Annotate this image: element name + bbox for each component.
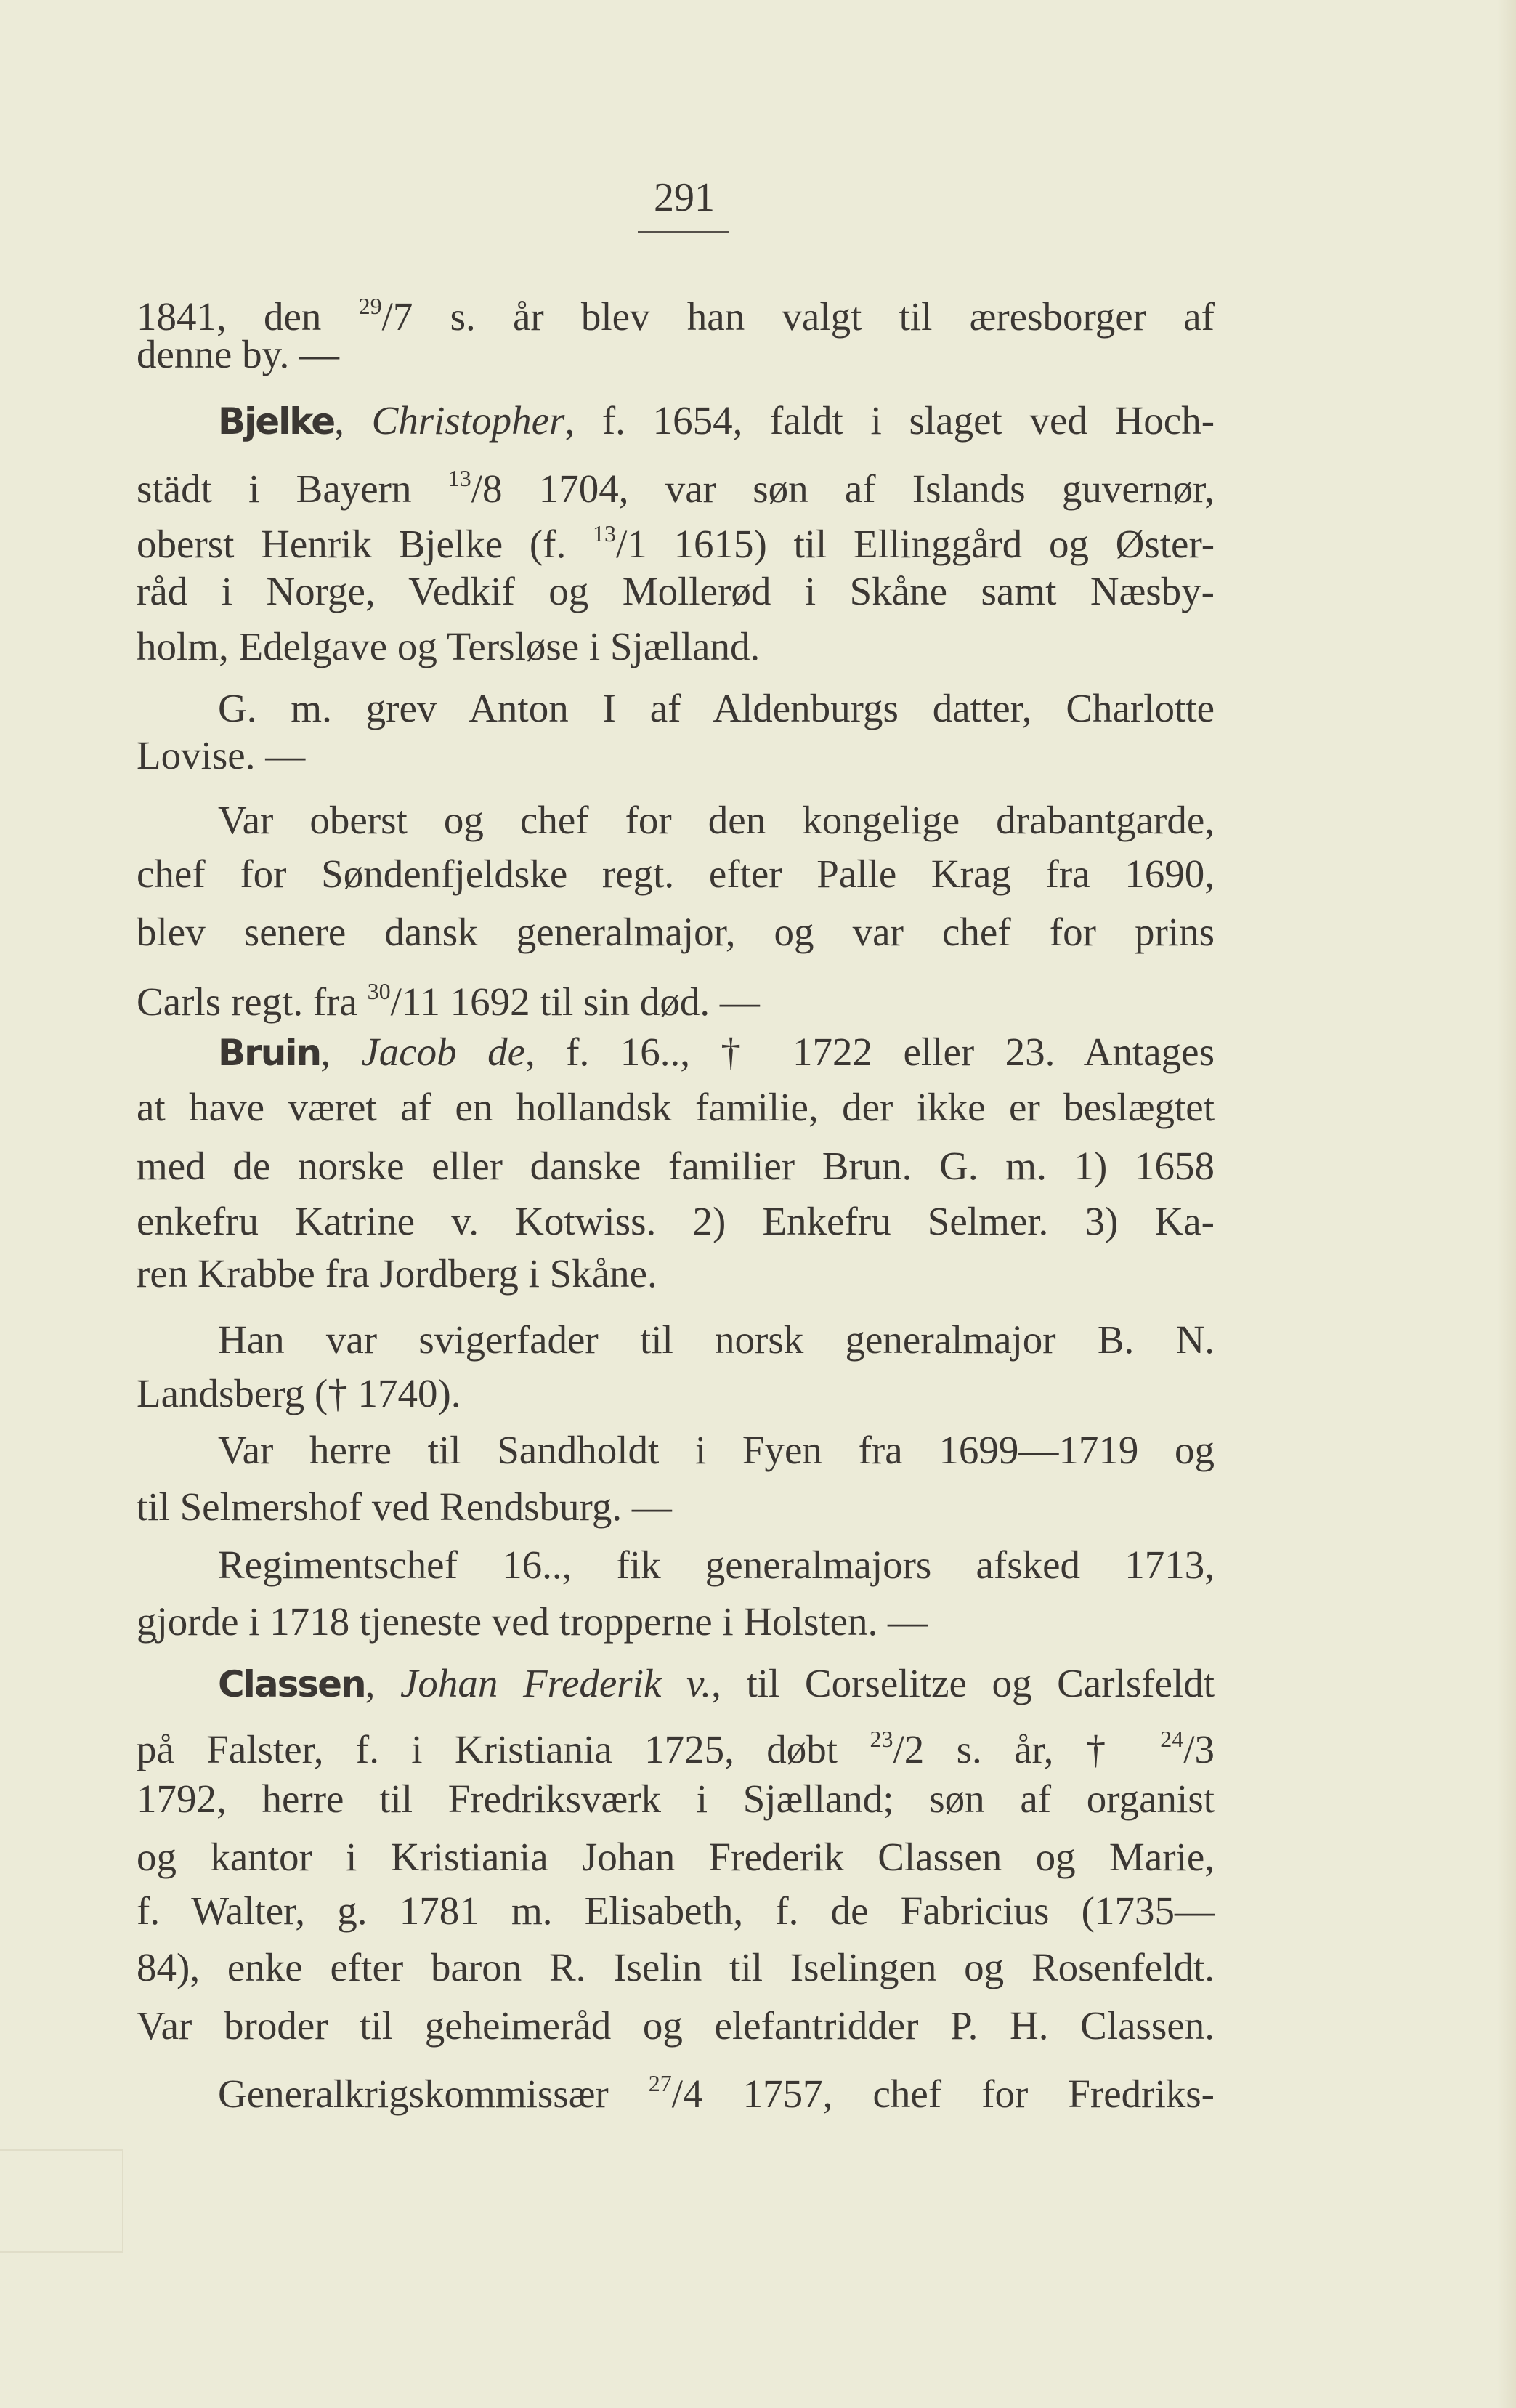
text-run: , [365, 1661, 400, 1705]
entry-given-name: Johan Frederik v. [400, 1661, 712, 1705]
text-line [218, 797, 1215, 844]
text-run: gjorde i 1718 tjeneste ved tropperne i Holsten. — [137, 1599, 928, 1644]
text-run: , f. 16.., † 1722 eller 23. Antages [525, 1030, 1215, 1074]
text-line [218, 1542, 1215, 1588]
text-line [218, 1427, 1215, 1474]
superscript-day: 13 [447, 465, 471, 491]
text-line [137, 732, 1215, 779]
text-line [137, 623, 1215, 670]
text-run: /2 s. år, † [893, 1727, 1161, 1771]
page-number: 291 [654, 175, 715, 220]
text-run: , [334, 398, 372, 443]
text-line [137, 1599, 1215, 1645]
text-run: Var herre til Sandholdt i Fyen fra 1699—1719 og [218, 1428, 1215, 1472]
text-line [137, 1143, 1215, 1189]
page-number-rule [638, 231, 729, 233]
entry-name: Bruin [218, 1032, 321, 1074]
text-line [137, 455, 1215, 512]
text-run: /4 1757, chef for Fredriks- [671, 2072, 1215, 2116]
text-line [137, 1888, 1215, 1934]
text-run: /3 [1183, 1727, 1215, 1771]
text-line [137, 1084, 1215, 1131]
text-run: , f. 1654, faldt i slaget ved Hoch- [564, 398, 1215, 443]
text-run: Generalkrigskommissær [218, 2072, 649, 2116]
text-run: Han var svigerfader til norsk generalmajor B. N. [218, 1317, 1215, 1362]
text-run: f. Walter, g. 1781 m. Elisabeth, f. de Fabricius (1735— [137, 1888, 1215, 1933]
text-run: 84), enke efter baron R. Iselin til Iselingen og Rosenfeldt. [137, 1945, 1215, 1989]
text-run: /8 1704, var søn af Islands guvernør, [471, 466, 1215, 511]
text-run: blev senere dansk generalmajor, og var chef for prins [137, 910, 1215, 954]
text-line [137, 568, 1215, 615]
text-line [137, 1251, 1215, 1297]
text-line [137, 1776, 1215, 1822]
text-line [137, 1370, 1215, 1417]
scan-margin-mark [0, 2149, 123, 2253]
text-line [218, 1660, 1215, 1708]
text-run: /11 1692 til sin død. — [390, 979, 760, 1024]
superscript-day: 29 [358, 293, 382, 319]
text-run: , [320, 1030, 362, 1074]
text-run: 1792, herre til Fredriksværk i Sjælland; søn af organist [137, 1777, 1215, 1821]
text-run: på Falster, f. i Kristiania 1725, døbt [137, 1727, 870, 1771]
superscript-day: 23 [870, 1726, 893, 1752]
text-run: /7 s. år blev han valgt til æresborger af [381, 294, 1215, 339]
text-line [137, 968, 1215, 1025]
text-line [137, 1834, 1215, 1880]
text-run: G. m. grev Anton I af Aldenburgs datter, Charlotte [218, 686, 1215, 730]
text-run: Var oberst og chef for den kongelige drabantgarde, [218, 798, 1215, 842]
entry-name: Classen [218, 1663, 365, 1705]
text-run: chef for Søndenfjeldske regt. efter Palle Krag fra 1690, [137, 852, 1215, 896]
text-run: at have været af en hollandsk familie, der ikke er beslægtet [137, 1085, 1215, 1129]
superscript-day: 27 [648, 2070, 672, 2096]
text-run: Carls regt. fra [137, 979, 368, 1024]
text-run: til Selmershof ved Rendsburg. — [137, 1484, 672, 1529]
text-run: städt i Bayern [137, 466, 448, 511]
text-run: Lovise. — [137, 733, 306, 777]
text-run: Landsberg († 1740). [137, 1371, 461, 1415]
text-run: enkefru Katrine v. Kotwiss. 2) Enkefru Selmer. 3) Ka- [137, 1199, 1215, 1243]
superscript-day: 13 [592, 520, 616, 546]
page-edge [1497, 0, 1516, 2408]
text-run: råd i Norge, Vedkif og Mollerød i Skåne samt Næsby- [137, 569, 1215, 613]
text-line [137, 1484, 1215, 1530]
text-line [137, 1716, 1215, 1773]
superscript-day: 30 [367, 978, 391, 1004]
text-run: /1 1615) til Ellinggård og Øster- [615, 522, 1215, 566]
entry-given-name: Jacob de [361, 1030, 525, 1074]
text-run: Regimentschef 16.., fik generalmajors afsked 1713, [218, 1543, 1215, 1587]
superscript-day: 24 [1160, 1726, 1184, 1752]
text-line [218, 1029, 1215, 1076]
text-run: Var broder til geheimeråd og elefantridder P. H. Classen. [137, 2003, 1215, 2048]
text-run: med de norske eller danske familier Brun. G. m. 1) 1658 [137, 1144, 1215, 1188]
text-line [137, 1198, 1215, 1245]
entry-given-name: Christopher [371, 398, 565, 443]
text-line [218, 2060, 1215, 2117]
text-line [137, 331, 1215, 378]
text-run: og kantor i Kristiania Johan Frederik Classen og Marie, [137, 1835, 1215, 1879]
entry-name: Bjelke [218, 400, 335, 443]
text-line [137, 851, 1215, 897]
text-run: holm, Edelgave og Tersløse i Sjælland. [137, 624, 761, 668]
text-run: ren Krabbe fra Jordberg i Skåne. [137, 1251, 657, 1296]
text-line [218, 397, 1215, 445]
text-run: denne by. — [137, 332, 340, 376]
text-run: oberst Henrik Bjelke (f. [137, 522, 593, 566]
text-line [137, 1944, 1215, 1991]
text-line [137, 909, 1215, 955]
text-line [137, 510, 1215, 567]
text-line [218, 685, 1215, 732]
text-line [137, 2003, 1215, 2049]
text-line [218, 1317, 1215, 1363]
text-run: , til Corselitze og Carlsfeldt [711, 1661, 1215, 1705]
text-run: 1841, den [137, 294, 359, 339]
